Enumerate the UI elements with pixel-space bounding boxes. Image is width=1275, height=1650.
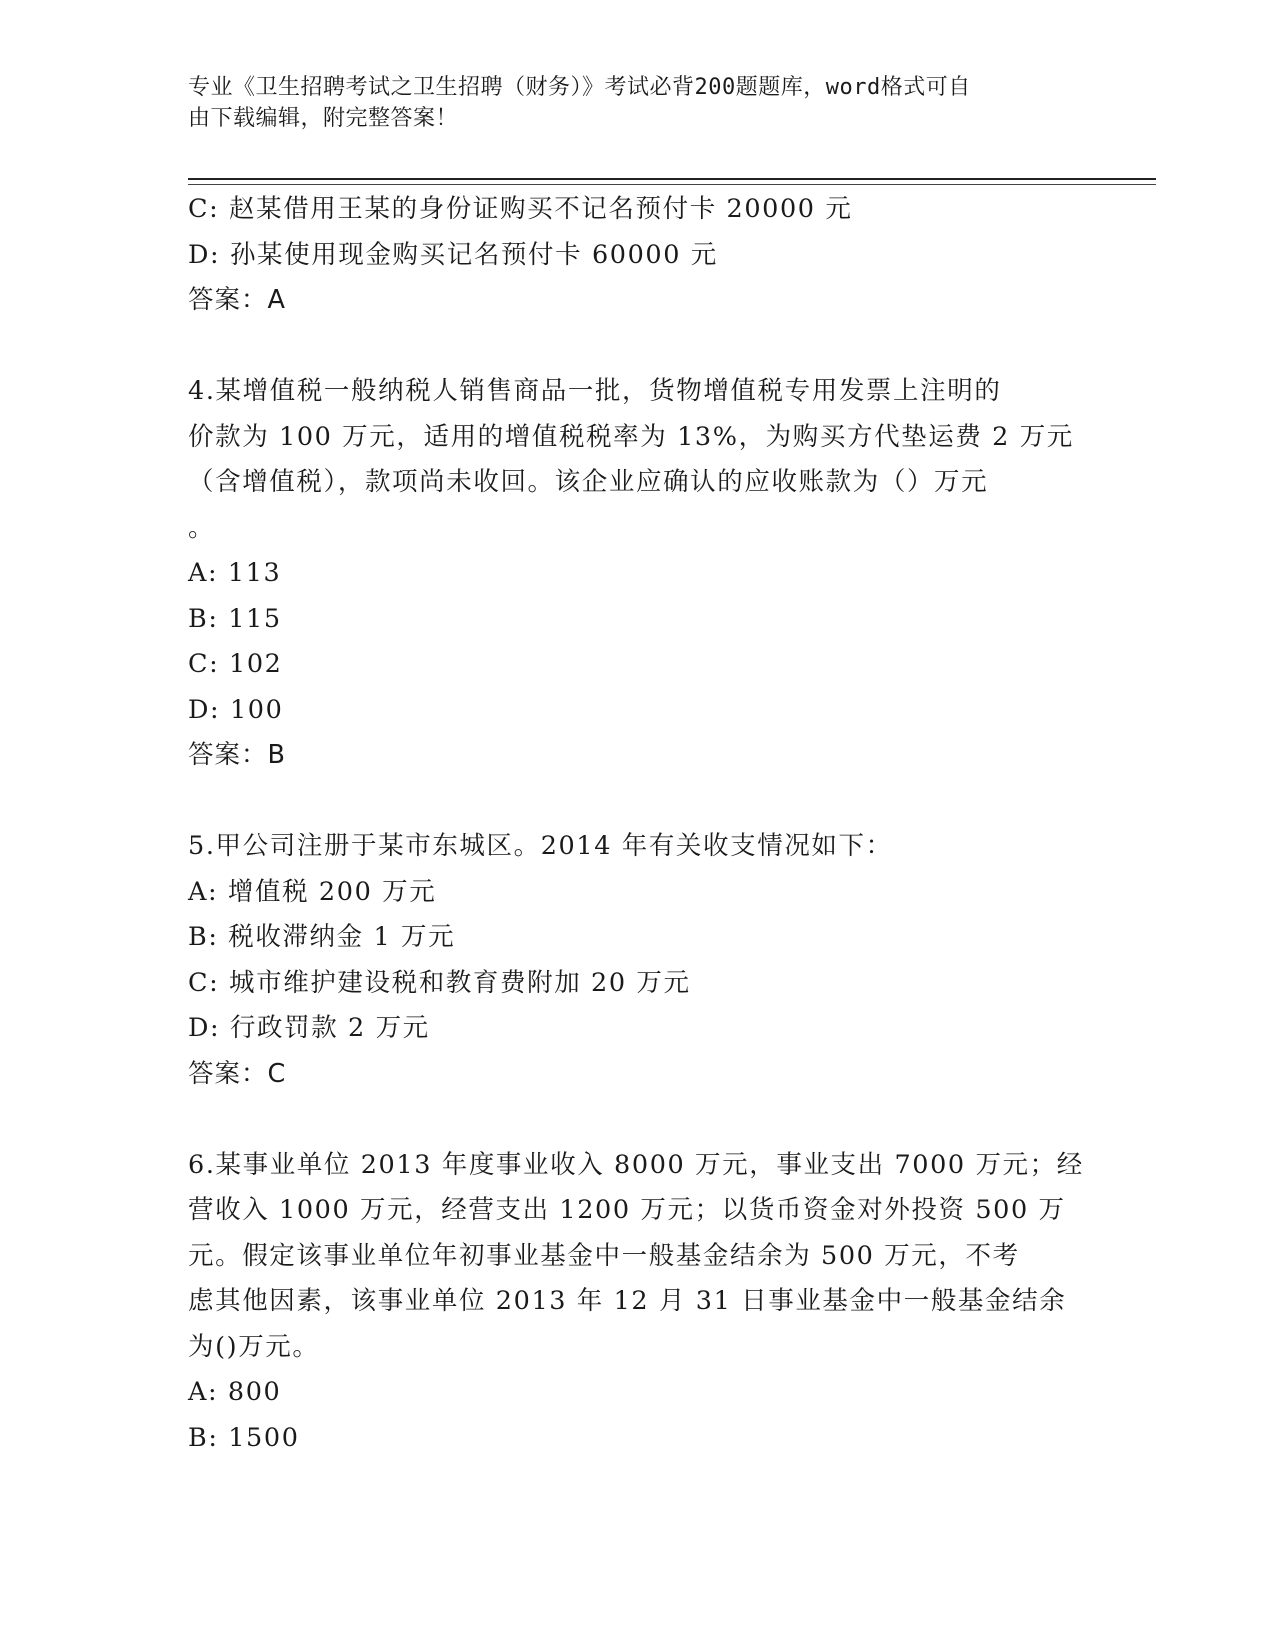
option-d: D: 行政罚款 2 万元 <box>188 1013 430 1043</box>
answer-line: 答案：A <box>188 285 286 315</box>
question-4 <box>188 369 1088 779</box>
option-d: D: 100 <box>188 694 284 725</box>
question-5 <box>188 824 1088 1097</box>
option-a: A: 800 <box>188 1377 282 1407</box>
header-divider-thick <box>188 178 1156 180</box>
answer-line: 答案：C <box>188 1058 287 1089</box>
question-stem-line: 6.某事业单位 2013 年度事业收入 8000 万元，事业支出 7000 万元；经 <box>188 1149 1084 1180</box>
question-stem-line: 。 <box>188 512 216 543</box>
option-c: C: 赵某借用王某的身份证购买不记名预付卡 20000 元 <box>188 194 853 224</box>
option-c: C: 城市维护建设税和教育费附加 20 万元 <box>188 967 691 998</box>
question-stem-line: 虑其他因素，该事业单位 2013 年 12 月 31 日事业基金中一般基金结余 <box>188 1286 1067 1316</box>
question-stem-line: 4.某增值税一般纳税人销售商品一批，货物增值税专用发票上注明的 <box>188 376 1002 406</box>
answer-line: 答案：B <box>188 740 286 770</box>
option-a: A: 增值税 200 万元 <box>188 876 437 907</box>
question-stem-line: 为()万元。 <box>188 1331 320 1362</box>
question-stem-line: 5.甲公司注册于某市东城区。2014 年有关收支情况如下： <box>188 831 893 861</box>
spacer <box>188 324 1088 370</box>
question-stem-line: 价款为 100 万元，适用的增值税税率为 13%，为购买方代垫运费 2 万元 <box>188 421 1074 452</box>
option-b: B: 115 <box>188 603 282 634</box>
question-list <box>188 187 1088 1461</box>
document-header <box>188 72 1068 134</box>
option-b: B: 税收滞纳金 1 万元 <box>188 922 456 952</box>
option-b: B: 1500 <box>188 1422 300 1453</box>
question-stem-line: 营收入 1000 万元，经营支出 1200 万元；以货币资金对外投资 500 万 <box>188 1195 1066 1225</box>
option-d: D: 孙某使用现金购买记名预付卡 60000 元 <box>188 239 718 270</box>
question-stem-line: （含增值税），款项尚未收回。该企业应确认的应收账款为（）万元 <box>188 467 989 497</box>
option-c: C: 102 <box>188 649 283 679</box>
question-3-tail <box>188 187 1088 324</box>
header-title-line-2: 由下载编辑，附完整答案！ <box>188 106 459 131</box>
header-title-line-1: 专业《卫生招聘考试之卫生招聘（财务）》考试必背200题题库，word格式可自 <box>188 75 971 100</box>
header-divider-thin <box>188 184 1156 185</box>
option-a: A: 113 <box>188 558 282 588</box>
spacer <box>188 1097 1088 1143</box>
question-6 <box>188 1143 1088 1462</box>
question-stem-line: 元。假定该事业单位年初事业基金中一般基金结余为 500 万元，不考 <box>188 1240 1020 1271</box>
spacer <box>188 779 1088 825</box>
